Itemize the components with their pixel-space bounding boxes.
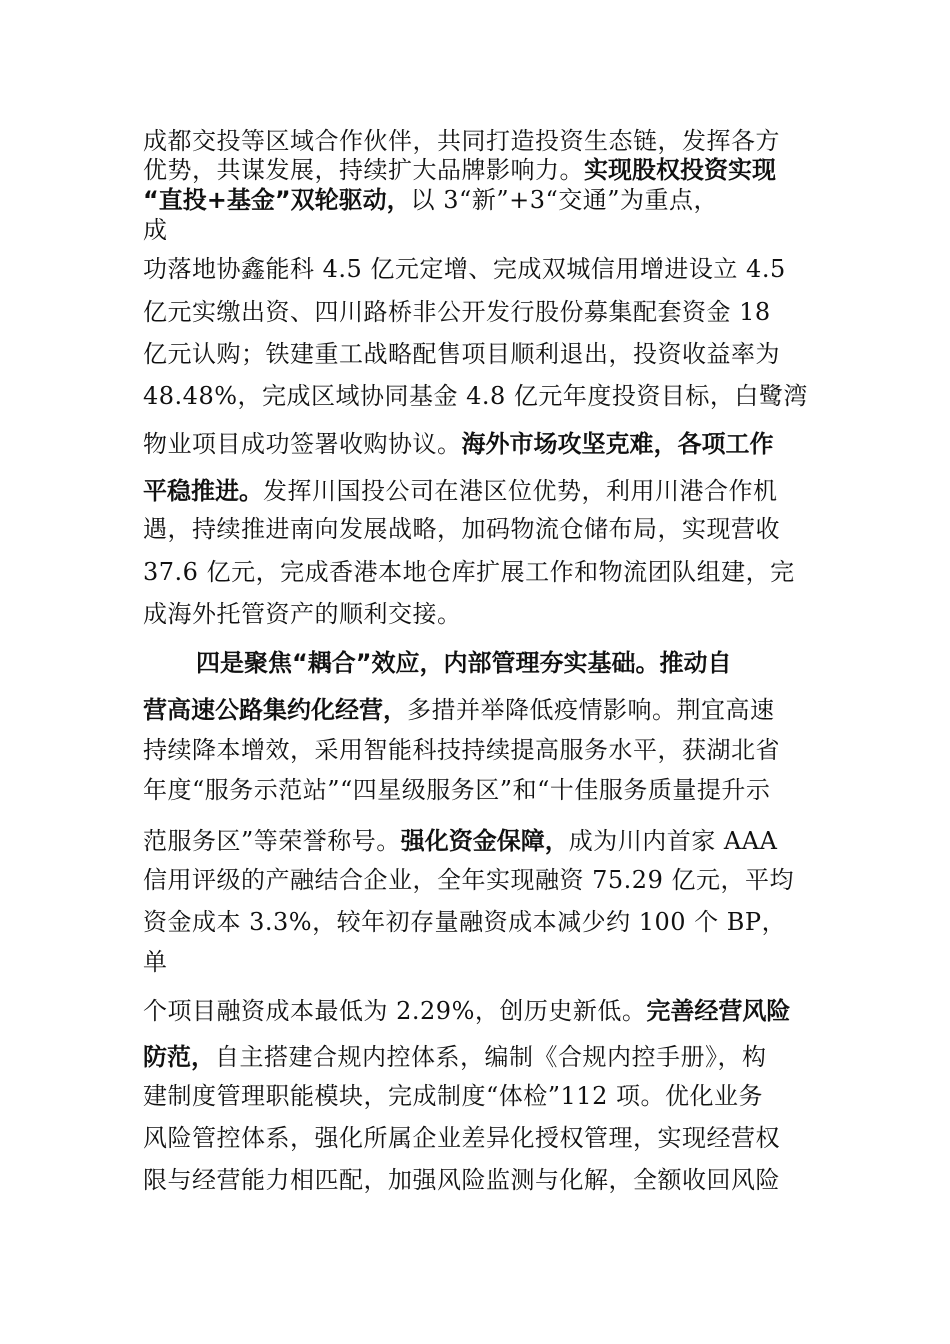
text-line-4 <box>143 215 168 245</box>
text-line-1 <box>143 126 780 156</box>
text-run: 多措并举降低疫情影响。荆宜高速 <box>407 696 775 724</box>
text-run: 单 <box>143 948 168 976</box>
text-run: 持续降本增效，采用智能科技持续提高服务水平，获湖北省 <box>143 736 780 764</box>
text-run: 37.6 亿元，完成香港本地仓库扩展工作和物流团队组建，完 <box>143 558 795 586</box>
text-run: 限与经营能力相匹配，加强风险监测与化解，全额收回风险 <box>143 1166 780 1194</box>
bold-heading-run: 营高速公路集约化经营， <box>143 696 407 724</box>
text-line-5 <box>143 254 786 284</box>
text-line-12 <box>143 557 795 587</box>
text-run: 个项目融资成本最低为 2.29%，创历史新低。 <box>143 997 647 1025</box>
text-run: 亿元实缴出资、四川路桥非公开发行股份募集配套资金 18 <box>143 298 771 326</box>
text-run: 风险管控体系，强化所属企业差异化授权管理，实现经营权 <box>143 1124 780 1152</box>
text-line-19 <box>143 865 794 895</box>
bold-heading-run: 防范， <box>143 1043 215 1071</box>
text-line-16 <box>143 735 780 765</box>
text-line-3 <box>143 185 718 215</box>
text-run: 功落地协鑫能科 4.5 亿元定增、完成双城信用增进设立 4.5 <box>143 255 786 283</box>
text-run: 成海外托管资产的顺利交接。 <box>143 600 462 628</box>
text-run: 亿元认购；铁建重工战略配售项目顺利退出，投资收益率为 <box>143 340 780 368</box>
text-line-6 <box>143 297 771 327</box>
text-run: 年度“服务示范站”“四星级服务区”和“十佳服务质量提升示 <box>143 776 771 804</box>
text-line-20 <box>143 907 786 937</box>
text-line-13 <box>143 599 462 629</box>
text-line-14 <box>196 648 732 678</box>
text-run: 优势，共谋发展，持续扩大品牌影响力。 <box>143 156 584 184</box>
bold-heading-run: 实现股权投资实现 <box>584 156 776 184</box>
bold-heading-run: 完善经营风险 <box>646 997 791 1025</box>
text-line-21 <box>143 947 168 977</box>
text-line-25 <box>143 1123 780 1153</box>
text-line-2 <box>143 155 776 185</box>
text-line-17 <box>143 775 770 805</box>
text-run: 物业项目成功签署收购协议。 <box>143 430 462 458</box>
text-run: 成为川内首家 AAA <box>568 827 778 855</box>
text-run: 成都交投等区域合作伙伴，共同打造投资生态链，发挥各方 <box>143 127 780 155</box>
text-line-24 <box>143 1081 763 1111</box>
text-run: 发挥川国投公司在港区位优势，利用川港合作机 <box>263 477 778 505</box>
text-run: 48.48%，完成区域协同基金 4.8 亿元年度投资目标，白鹭湾 <box>143 382 808 410</box>
text-line-8 <box>143 381 808 411</box>
text-line-18 <box>143 826 777 856</box>
text-run: 成 <box>143 216 168 244</box>
text-line-10 <box>143 476 778 506</box>
bold-heading-run: 平稳推进。 <box>143 477 263 505</box>
text-line-7 <box>143 339 780 369</box>
text-run: 自主搭建合规内控体系，编制《合规内控手册》，构 <box>215 1043 767 1071</box>
text-line-11 <box>143 514 780 544</box>
text-run: 以 3“新”+3“交通”为重点， <box>410 186 719 214</box>
text-line-9 <box>143 429 774 459</box>
text-line-22 <box>143 996 790 1026</box>
bold-heading-run: 四是聚焦“耦合”效应，内部管理夯实基础。推动自 <box>196 649 732 677</box>
text-line-15 <box>143 695 775 725</box>
text-line-26 <box>143 1165 780 1195</box>
text-run: 信用评级的产融结合企业，全年实现融资 75.29 亿元，平均 <box>143 866 794 894</box>
bold-heading-run: “直投+基金”双轮驱动， <box>143 186 411 214</box>
bold-heading-run: 强化资金保障， <box>400 827 569 855</box>
text-run: 资金成本 3.3%，较年初存量融资成本减少约 100 个 BP， <box>143 908 787 936</box>
text-run: 遇，持续推进南向发展战略，加码物流仓储布局，实现营收 <box>143 515 780 543</box>
text-run: 范服务区”等荣誉称号。 <box>143 827 401 855</box>
text-run: 建制度管理职能模块，完成制度“体检”112 项。优化业务 <box>143 1082 763 1110</box>
bold-heading-run: 海外市场攻坚克难，各项工作 <box>461 430 774 458</box>
text-line-23 <box>143 1042 767 1072</box>
